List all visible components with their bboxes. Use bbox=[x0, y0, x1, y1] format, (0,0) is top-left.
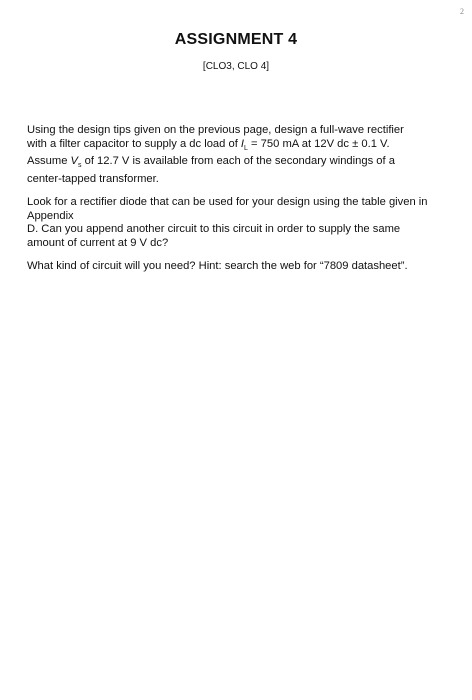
assignment-body bbox=[27, 124, 463, 284]
text-line: Assume $V_s$ of 12.7 V is available from each of the secondary windings of a bbox=[27, 155, 395, 170]
text-line: Using the design tips given on the previous page, design a full-wave rectifier bbox=[27, 124, 404, 136]
text-line: Appendix bbox=[27, 209, 74, 222]
text-line: What kind of circuit will you need? Hint: search the web for “7809 datasheet”. bbox=[27, 260, 408, 273]
paragraph-hint bbox=[27, 260, 463, 274]
text-line: amount of current at 9 V dc? bbox=[27, 236, 169, 249]
page-title: ASSIGNMENT 4 bbox=[174, 31, 298, 48]
paragraph-diode-question bbox=[27, 196, 463, 250]
text-line: Look for a rectifier diode that can be used for your design using the table given in bbox=[27, 196, 428, 209]
page-subtitle: [CLO3, CLO 4] bbox=[202, 61, 270, 72]
text-line: with a filter capacitor to supply a dc load of $I_L = 750$ mA at 12V dc ± 0.1 V. bbox=[27, 137, 390, 152]
text-line: D. Can you append another circuit to this circuit in order to supply the same bbox=[27, 223, 401, 236]
paragraph-design-task bbox=[27, 124, 463, 186]
text-line: center-tapped transformer. bbox=[27, 172, 159, 185]
page-number: 2 bbox=[460, 7, 464, 16]
